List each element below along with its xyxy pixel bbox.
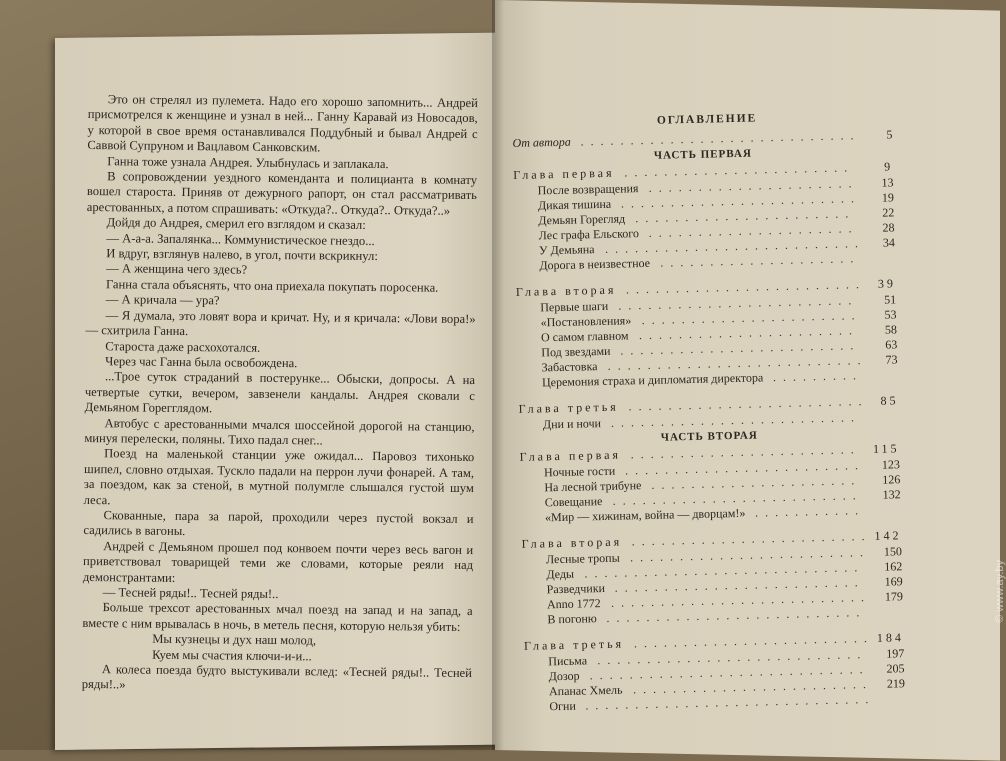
toc-label: Дикая тишина bbox=[537, 196, 612, 213]
toc-part-heading: ЧАСТЬ ВТОРАЯ bbox=[660, 429, 758, 444]
toc-leader-dots: ........................ bbox=[628, 393, 869, 414]
toc-label: Глава третья bbox=[523, 636, 625, 653]
toc-page-number: 28 bbox=[882, 220, 895, 235]
toc-label: После возвращения bbox=[537, 181, 639, 198]
toc-rows bbox=[512, 127, 905, 714]
toc-label: Глава первая bbox=[513, 165, 615, 182]
toc-label: Деды bbox=[546, 566, 575, 582]
toc-leader-dots: ........................ bbox=[632, 676, 874, 697]
toc-label: О самом главном bbox=[540, 328, 629, 345]
toc-label: Апанас Хмель bbox=[548, 682, 623, 699]
toc-leader-dots: ........................ bbox=[633, 630, 875, 651]
toc-page-number: 219 bbox=[886, 676, 906, 691]
toc-leader-dots: ........................ bbox=[618, 293, 859, 313]
left-paragraph: В сопровождении уездного коменданта и полицианта в комнату вошел староста. Приняв от дежурного рапорт, он стал рассматривать арестованных, а потом спрашивать: «Откуда?.. Откуда?.. Откуда?..» bbox=[86, 169, 478, 218]
toc-page-number: 142 bbox=[874, 528, 902, 543]
left-paragraph: Больше трехсот арестованных мчал поезд на запад и на запад, а вместе с ним врывалась в ночь, в метель песня, которую нельзя убить: bbox=[82, 600, 473, 634]
left-paragraph: И вдруг, взглянув налево, в угол, почти вскрикнул: bbox=[106, 246, 378, 264]
toc-leader-dots: ..................... bbox=[648, 176, 859, 195]
toc-page-number: 5 bbox=[886, 127, 893, 142]
toc-page-number: 179 bbox=[884, 589, 904, 604]
left-paragraph: Автобус с арестованными мчался шоссейной дорогой на станцию, минуя перелески, поляны. Тихо падал снег... bbox=[84, 415, 475, 448]
toc-label: От автора bbox=[512, 134, 571, 150]
toc-label: Письма bbox=[548, 653, 588, 669]
toc-leader-dots: .......................... bbox=[607, 352, 868, 373]
left-paragraph: — Я думала, это ловят вора и кричат. Ну, и я кричала: «Лови вора!» — схитрила Ганна. bbox=[85, 307, 476, 339]
toc-leader-dots: ........................... bbox=[597, 647, 868, 668]
toc-label: Дорога в неизвестное bbox=[539, 255, 651, 273]
toc-page-number: 132 bbox=[882, 487, 901, 502]
left-paragraph: Поезд на маленькой станции уже ожидал... Паровоз тихонько шипел, словно отдыхая. Тускло падали на перрон лучи фонарей. А там, за поездом, как за стеной, в мутной полумгле слышался густой шум леса. bbox=[83, 446, 475, 507]
toc-page-number: 184 bbox=[876, 630, 905, 645]
toc-label: Огни bbox=[549, 698, 576, 714]
toc-leader-dots: ........................ bbox=[625, 277, 867, 297]
toc-label: Глава вторая bbox=[515, 282, 617, 299]
toc-title: ОГЛАВЛЕНИЕ bbox=[656, 112, 758, 127]
toc-leader-dots: ........... bbox=[754, 503, 866, 520]
toc-page-number: 19 bbox=[881, 190, 895, 205]
left-paragraph: Скованные, пара за парой, проходили через пустой вокзал и садились в вагоны. bbox=[83, 508, 474, 539]
toc-label: На лесной трибуне bbox=[544, 478, 642, 495]
toc-leader-dots: .......................... bbox=[610, 589, 872, 610]
toc-label: У Демьяна bbox=[538, 242, 595, 258]
toc-page-number: 53 bbox=[884, 307, 897, 322]
toc-label: Лесные тропы bbox=[545, 550, 620, 567]
toc-leader-dots: ............................ bbox=[580, 128, 861, 149]
left-paragraph: Через час Ганна была освобождена. bbox=[105, 354, 298, 371]
toc-page-number: 73 bbox=[885, 352, 898, 367]
left-paragraph: Андрей с Демьяном прошел под конвоем почти через весь вагон и приветствовал товарищей теми же словами, которые реяли над демонстрантами: bbox=[82, 538, 474, 585]
toc-leader-dots: ........................ bbox=[631, 528, 872, 549]
left-paragraph: Ганна тоже узнала Андрея. Улыбнулась и заплакала. bbox=[107, 153, 389, 171]
toc-label: Первые шаги bbox=[540, 298, 609, 315]
toc-label: Под звездами bbox=[541, 343, 611, 360]
book-gutter bbox=[492, 0, 504, 750]
left-paragraph: — А-а-а. Запалянка... Коммунистическое гнездо... bbox=[106, 230, 375, 248]
toc-page-number: 34 bbox=[882, 235, 896, 250]
watermark: © www.ay.by bbox=[994, 560, 1006, 623]
toc-leader-dots: ...................... bbox=[638, 323, 860, 343]
toc-leader-dots: ......................... bbox=[612, 488, 863, 508]
toc-label: В погоню bbox=[547, 611, 597, 627]
toc-leader-dots: ............................ bbox=[589, 662, 870, 683]
toc-label: Глава вторая bbox=[521, 534, 623, 551]
toc-page-number: 13 bbox=[881, 175, 894, 190]
toc-label: Демьян Горегляд bbox=[538, 211, 626, 228]
toc-leader-dots: ........................ bbox=[624, 458, 866, 478]
toc-label: Ночные гости bbox=[543, 463, 616, 480]
toc-page-number: 205 bbox=[886, 661, 905, 676]
left-paragraph: Мы кузнецы и дух наш молод, bbox=[152, 631, 317, 648]
left-paragraph: Куем мы счастия ключи-и-и... bbox=[152, 647, 312, 663]
toc-page-number: 22 bbox=[882, 205, 895, 220]
toc-page-number: 39 bbox=[877, 276, 897, 291]
toc-page-number: 197 bbox=[886, 646, 905, 661]
toc-leader-dots: ........................ bbox=[620, 338, 861, 358]
toc-label: Anno 1772 bbox=[546, 596, 601, 612]
toc-leader-dots: ............................ bbox=[584, 560, 865, 581]
toc-page-number: 162 bbox=[884, 559, 903, 574]
toc-label: Глава первая bbox=[519, 447, 622, 464]
left-paragraph: Дойдя до Андрея, смерил его взглядом и сказал: bbox=[106, 215, 366, 233]
toc-leader-dots: ....................... bbox=[624, 160, 855, 180]
toc-leader-dots: .......................... bbox=[604, 236, 866, 256]
toc-page-number: 150 bbox=[883, 544, 903, 559]
toc-page-number: 115 bbox=[872, 441, 900, 456]
toc-leader-dots: .......................... bbox=[606, 605, 867, 625]
toc-leader-dots: ........................ bbox=[620, 191, 862, 211]
left-page-text bbox=[82, 92, 478, 697]
table-of-contents bbox=[512, 109, 905, 714]
toc-leader-dots: .................... bbox=[660, 251, 861, 270]
toc-leader-dots: ......................... bbox=[614, 575, 865, 595]
toc-leader-dots: ...................... bbox=[635, 206, 856, 226]
toc-label: Лес графа Ельского bbox=[538, 226, 640, 243]
left-paragraph: — А женщина чего здесь? bbox=[106, 261, 248, 278]
toc-leader-dots: ......................... bbox=[610, 410, 862, 430]
toc-page-number: 9 bbox=[884, 159, 894, 174]
toc-page-number: 63 bbox=[885, 337, 898, 352]
toc-label: «Постановления» bbox=[540, 313, 632, 330]
left-paragraph: Староста даже расхохотался. bbox=[105, 338, 261, 355]
toc-leader-dots: ..................... bbox=[651, 473, 862, 492]
toc-leader-dots: ....................... bbox=[630, 442, 861, 462]
left-paragraph: Ганна стала объяснять, что она приехала покупать поросенка. bbox=[105, 277, 439, 295]
toc-page-number: 123 bbox=[881, 457, 901, 472]
toc-page-number: 58 bbox=[884, 322, 898, 337]
toc-leader-dots: ............................. bbox=[585, 691, 876, 713]
toc-leader-dots: ..................... bbox=[648, 221, 859, 240]
toc-label: Забастовка bbox=[541, 359, 598, 375]
toc-label: Дни и ночи bbox=[542, 416, 602, 432]
left-paragraph: — А кричала — ура? bbox=[105, 292, 220, 308]
toc-page-number: 126 bbox=[882, 472, 901, 487]
left-paragraph: — Тесней ряды!.. Тесней ряды!.. bbox=[102, 585, 279, 602]
toc-label: «Мир — хижинам, война — дворцам!» bbox=[544, 505, 746, 525]
toc-page-number: 85 bbox=[880, 393, 899, 408]
toc-page-number: 51 bbox=[884, 292, 897, 307]
toc-label: Разведчики bbox=[546, 581, 606, 597]
toc-label: Церемония страха и дипломатия директора bbox=[541, 370, 764, 390]
toc-leader-dots: ........................ bbox=[629, 544, 871, 565]
toc-leader-dots: ...................... bbox=[641, 308, 862, 328]
toc-label: Дозор bbox=[548, 668, 580, 684]
toc-page-number: 169 bbox=[884, 574, 903, 589]
left-paragraph: А колеса поезда будто выстукивали вслед: «Тесней ряды!.. Тесней ряды!..» bbox=[81, 662, 473, 692]
toc-leader-dots: ......... bbox=[772, 368, 864, 385]
toc-label: Совещание bbox=[544, 494, 603, 510]
toc-label: Глава третья bbox=[518, 399, 619, 416]
left-paragraph: Это он стрелял из пулемета. Надо его хорошо запомнить... Андрей присмотрелся к женщине и узнал в ней... Ганну Каравай из Новосадов, у которой в свое время останавливался Поддубный и бывал Андрей с Саввой Супруном и Вацлавом Санковским. bbox=[87, 92, 478, 155]
left-paragraph: ...Трое суток страданий в постерунке... Обыски, допросы. А на четвертые сутки, вечером, завзенели кандалы. Андрея сковали с Демьяном Горегглядом. bbox=[84, 369, 476, 416]
toc-part-heading: ЧАСТЬ ПЕРВАЯ bbox=[653, 147, 752, 162]
